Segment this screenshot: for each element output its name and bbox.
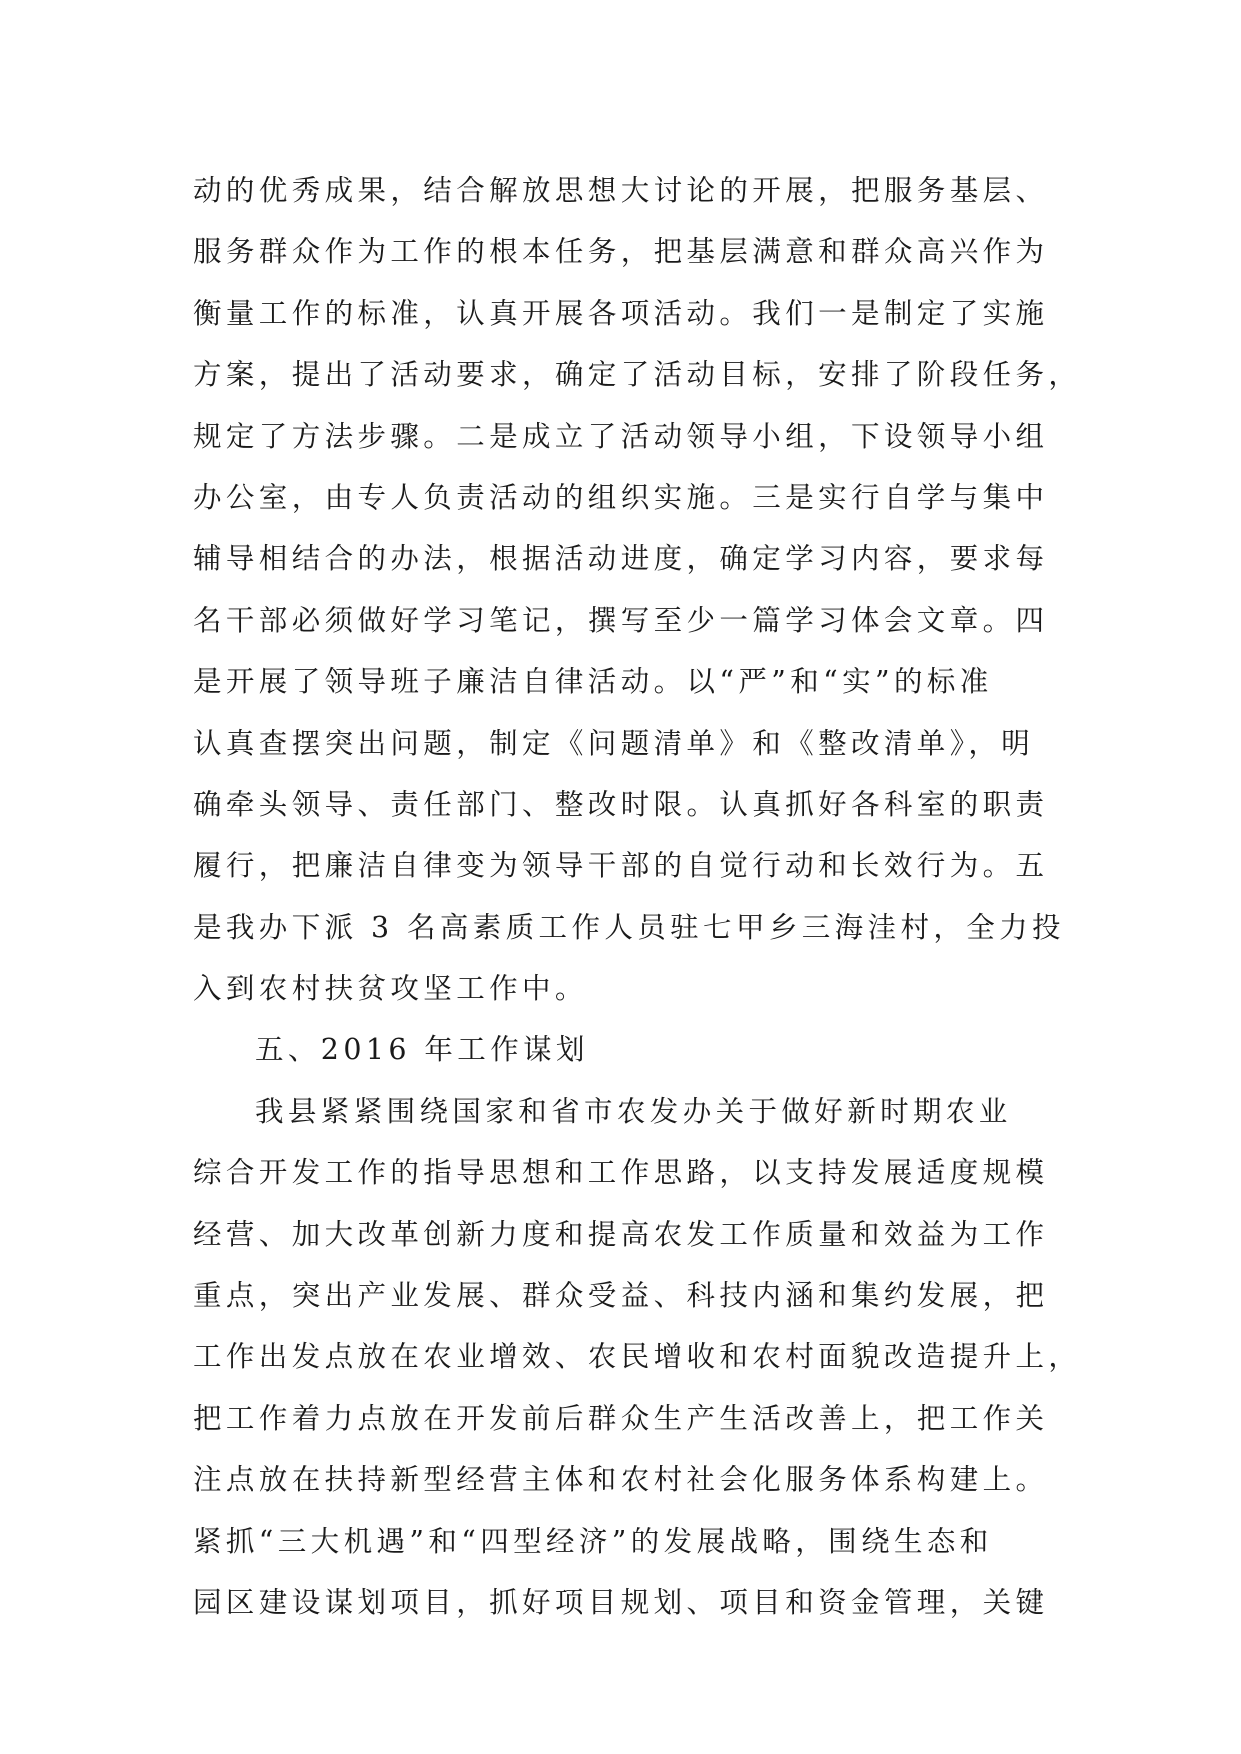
text-line: 办公室，由专人负责活动的组织实施。三是实行自学与集中 <box>193 480 1049 514</box>
text-line: 是开展了领导班子廉洁自律活动。以“严”和“实”的标准 <box>193 665 993 699</box>
body-text <box>193 160 1082 1633</box>
text-line: 辅导相结合的办法，根据活动进度，确定学习内容，要求每 <box>193 542 1049 576</box>
text-line: 认真查摆突出问题，制定《问题清单》和《整改清单》，明 <box>193 726 1035 760</box>
text-line: 综合开发工作的指导思想和工作思路，以支持发展适度规模 <box>193 1156 1049 1190</box>
text-line: 衡量工作的标准，认真开展各项活动。我们一是制定了实施 <box>193 296 1049 330</box>
text-line: 注点放在扶持新型经营主体和农村社会化服务体系构建上。 <box>193 1463 1049 1497</box>
section-heading: 五、2016 年工作谋划 <box>255 1033 589 1067</box>
text-line: 经营、加大改革创新力度和提高农发工作质量和效益为工作 <box>193 1217 1049 1251</box>
text-line: 规定了方法步骤。二是成立了活动领导小组，下设领导小组 <box>193 419 1049 453</box>
text-line: 入到农村扶贫攻坚工作中。 <box>193 972 588 1006</box>
text-line: 名干部必须做好学习笔记，撰写至少一篇学习体会文章。四 <box>193 603 1049 637</box>
text-line: 紧抓“三大机遇”和“四型经济”的发展战略，围绕生态和 <box>193 1524 993 1558</box>
text-line: 园区建设谋划项目，抓好项目规划、项目和资金管理，关键 <box>193 1585 1049 1619</box>
paragraph-first-line: 我县紧紧围绕国家和省市农发办关于做好新时期农业 <box>255 1094 1012 1128</box>
text-line: 履行，把廉洁自律变为领导干部的自觉行动和长效行为。五 <box>193 849 1049 883</box>
text-line: 把工作着力点放在开发前后群众生产生活改善上，把工作关 <box>193 1401 1049 1435</box>
text-line: 工作出发点放在农业增效、农民增收和农村面貌改造提升上， <box>193 1340 1082 1374</box>
text-line: 确牵头领导、责任部门、整改时限。认真抓好各科室的职责 <box>193 787 1049 821</box>
text-line: 服务群众作为工作的根本任务，把基层满意和群众高兴作为 <box>193 235 1049 269</box>
text-line: 方案，提出了活动要求，确定了活动目标，安排了阶段任务， <box>193 358 1082 392</box>
text-line: 动的优秀成果，结合解放思想大讨论的开展，把服务基层、 <box>193 174 1049 207</box>
text-line: 重点，突出产业发展、群众受益、科技内涵和集约发展，把 <box>193 1279 1049 1313</box>
text-line: 是我办下派 3 名高素质工作人员驻七甲乡三海洼村，全力投 <box>193 910 1065 944</box>
